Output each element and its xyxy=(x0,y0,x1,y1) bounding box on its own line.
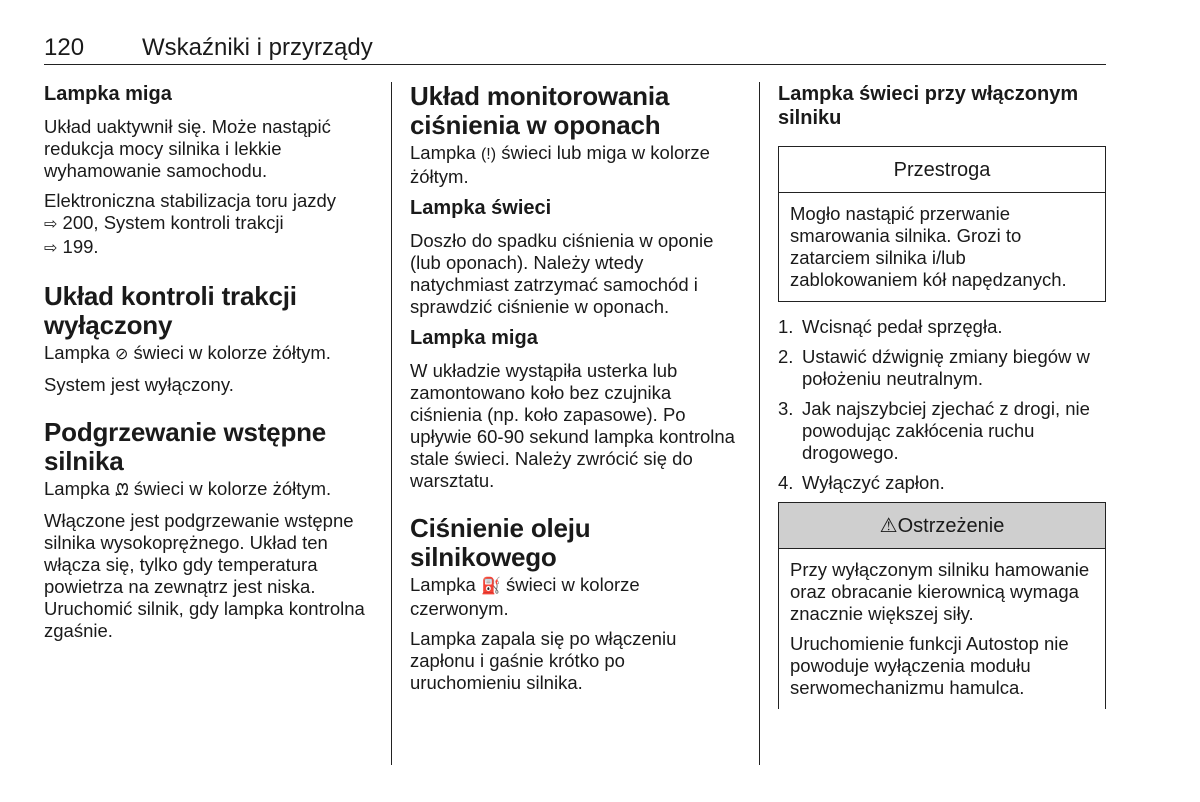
paragraph: Lampka ᘻ świeci w kolorze żółtym. xyxy=(44,478,374,502)
reference-arrow-icon: ⇨ xyxy=(44,216,58,233)
list-item: 4. Wyłączyć zapłon. xyxy=(778,472,945,493)
caution-text: Mogło nastąpić przerwanie smarowania silnika. Grozi to zatarciem silnika i/lub zablokowaniem kół napędzanych. xyxy=(790,203,1067,290)
section-heading: Podgrzewanie wstępne silnika xyxy=(44,417,327,476)
cross-reference-link[interactable]: 200, System kontroli trakcji xyxy=(62,212,284,233)
subheading: Lampka świeci xyxy=(410,197,552,219)
reference-arrow-icon: ⇨ xyxy=(44,240,58,257)
page-header xyxy=(44,34,1106,65)
list-item: 2. Ustawić dźwignię zmiany biegów w położeniu neutralnym. xyxy=(778,346,1090,389)
paragraph: Doszło do spadku ciśnienia w oponie (lub oponach). Należy wtedy natychmiast zatrzymać samochód i sprawdzić ciśnienie w oponach. xyxy=(410,230,714,317)
paragraph: Lampka zapala się po włączeniu zapłonu i gaśnie krótko po uruchomieniu silnika. xyxy=(410,628,677,693)
column-1 xyxy=(44,82,374,642)
column-divider xyxy=(759,82,760,765)
section-heading: Układ kontroli trakcji wyłączony xyxy=(44,281,297,340)
section-heading: Ciśnienie oleju silnikowego xyxy=(410,513,591,572)
caution-title: Przestroga xyxy=(779,147,1105,193)
glow-plug-icon: ᘻ xyxy=(114,482,129,499)
traction-control-off-icon: ⊘ xyxy=(114,346,129,363)
column-3 xyxy=(778,82,1106,709)
page-number: 120 xyxy=(44,34,85,61)
oil-pressure-icon: ⛽ xyxy=(480,578,501,595)
paragraph: Lampka ⛽ świeci w kolorze czerwonym. xyxy=(410,574,640,619)
column-divider xyxy=(391,82,392,765)
paragraph: Włączone jest podgrzewanie wstępne silnika wysokoprężnego. Układ ten włącza się, tylko gdy temperatura powietrza na zewnątrz jest niska. Uruchomić silnik, gdy lampka kontrolna zgaśnie. xyxy=(44,510,365,641)
paragraph: Lampka ⊘ świeci w kolorze żółtym. xyxy=(44,342,374,366)
subheading: Lampka miga xyxy=(410,327,538,349)
warning-box xyxy=(778,502,1106,709)
list-item: 3. Jak najszybciej zjechać z drogi, nie powodując zakłócenia ruchu drogowego. xyxy=(778,398,1090,463)
caution-box xyxy=(778,146,1106,302)
paragraph: System jest wyłączony. xyxy=(44,374,234,395)
subheading: Lampka świeci przy włączonym silniku xyxy=(778,83,1079,129)
paragraph: Układ uaktywnił się. Może nastąpić redukcja mocy silnika i lekkie wyhamowanie samochodu. xyxy=(44,116,331,181)
paragraph: W układzie wystąpiła usterka lub zamontowano koło bez czujnika ciśnienia (np. koło zapasowe). Po upływie 60-90 sekund lampka kontrolna stale świeci. Należy zwrócić się do warsztatu. xyxy=(410,360,735,491)
section-heading: Układ monitorowania ciśnienia w oponach xyxy=(410,81,670,140)
paragraph: Elektroniczna stabilizacja toru jazdy ⇨ 200, System kontroli trakcji ⇨ 199. xyxy=(44,190,337,257)
paragraph: Lampka (!) świeci lub miga w kolorze żółtym. xyxy=(410,142,710,187)
cross-reference-link[interactable]: 199. xyxy=(62,236,99,257)
steps-list xyxy=(778,316,1106,494)
tire-pressure-icon: (!) xyxy=(480,146,497,163)
page-title: Wskaźniki i przyrządy xyxy=(142,34,373,61)
warning-triangle-icon: ⚠ xyxy=(879,515,898,537)
warning-text: Uruchomienie funkcji Autostop nie powoduje wyłączenia modułu serwomechanizmu hamulca. xyxy=(790,633,1069,698)
list-item: 1. Wcisnąć pedał sprzęgła. xyxy=(778,316,1003,337)
warning-text: Przy wyłączonym silniku hamowanie oraz obracanie kierownicą wymaga znacznie większej siły. xyxy=(790,559,1090,624)
subheading: Lampka miga xyxy=(44,83,172,105)
warning-title: ⚠Ostrzeżenie xyxy=(779,503,1105,549)
column-2 xyxy=(410,82,740,694)
